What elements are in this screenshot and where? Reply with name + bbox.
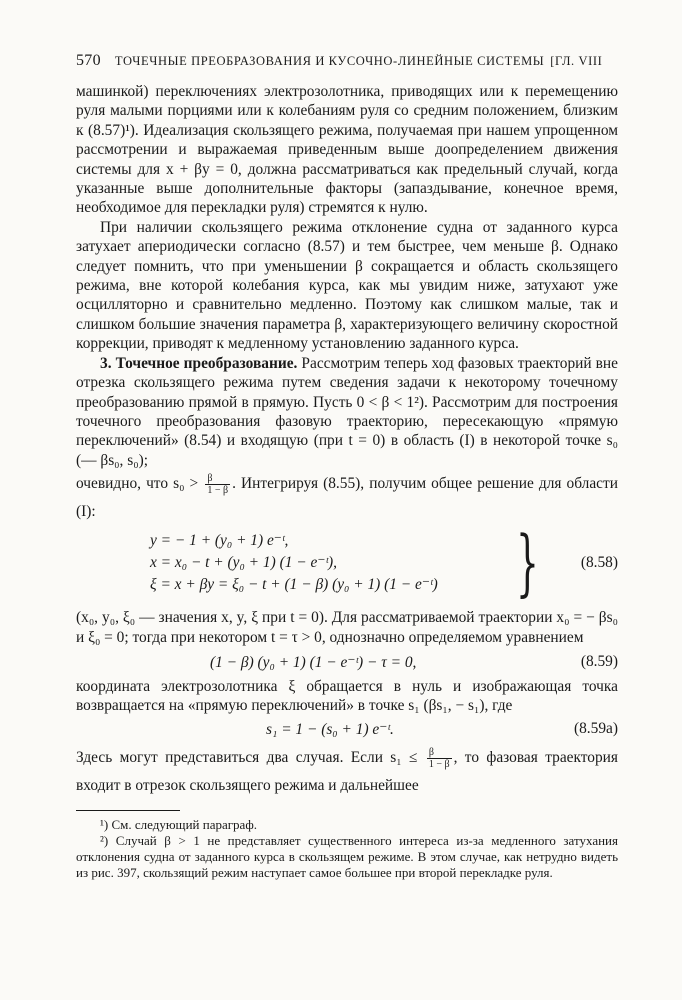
equation-8-58 [76,520,618,605]
paragraph-1: машинкой) переключениях электрозолотника, приводящих или к перемещению руля малыми порциями или к колебаниям руля со средним положением, близким к (8.57)¹). Идеализация скользящего режима, получаемая при нашем упрощенном рассмотрении и выражаемая приведенным выше доопределением движения системы для x + βy = 0, должна рассматриваться как предельный случай, когда указанные выше дополнительные факторы (запаздывание, конечное время, необходимое для перекладки руля) стремятся к нулю. [76,83,618,217]
eq-line-3: ξ = x + βy = ξ₀ − t + (1 − β) (y₀ + 1) (1 − e⁻ᵗ) [150,576,438,594]
chapter-label: [ГЛ. VIII [550,54,603,68]
equation-8-59-body: (1 − β) (y₀ + 1) (1 − e⁻ᵗ) − τ = 0, [210,653,417,671]
running-title: ТОЧЕЧНЫЕ ПРЕОБРАЗОВАНИЯ И КУСОЧНО-ЛИНЕЙНЫЕ СИСТЕМЫ [114,54,545,68]
footnote-1: ¹) См. следующий параграф. [100,816,258,832]
eq-line-2: x = x₀ − t + (y₀ + 1) (1 − e⁻ᵗ), [150,554,338,572]
paragraph-3b-post: . Интегрируя (8.55), получим общее решение для области (I): [76,475,618,521]
equation-number-8-59a: (8.59a) [573,719,618,737]
equation-number-8-59: (8.59) [580,652,618,670]
paragraph-3-text: Рассмотрим теперь ход фазовых траекторий вне отрезка скользящего режима путем сведения задачи к некоторому точечному преобразованию прямой в прямую. Пусть 0 < β < 1²). Рассмотрим для построения точечного преобразования фазовую траекторию, пересекающую «прямую переключений» (8.54) и входящую (при t = 0) в область (I) в некоторой точке s₀ (— βs₀, s₀); [76,354,618,469]
fraction-beta-2: $\frac{\beta}{1 - \beta}$ [428,746,450,770]
page-number: 570 [76,52,101,69]
paragraph-6 [76,744,618,800]
paragraph-3 [76,354,618,470]
paragraph-4: (x₀, y₀, ξ₀ — значения x, y, ξ при t = 0). Для рассматриваемой траектории x₀ = − βs₀ и ξ₀ = 0; тогда при некотором t = τ > 0, однозначно определяемом уравнением [76,609,618,646]
section-heading: 3. Точечное преобразование. [100,354,298,372]
paragraph-5: координата электрозолотника ξ обращается в нуль и изображающая точка возвращается на «прямую переключений» в точке s₁ (βs₁, − s₁), где [76,677,618,715]
equation-8-59a-body: s₁ = 1 − (s₀ + 1) e⁻ᵗ. [266,720,394,738]
paragraph-6-pre: Здесь могут представиться два случая. Если s₁ ≤ [76,748,418,766]
footnote-2: ²) Случай β > 1 не представляет существенного интереса из-за медленного затухания отклонения судна от заданного курса в скользящем режиме. В этом случае, как нетрудно видеть из рис. 397, скользящий режим наступает самое большее при второй перекладке руля. [76,832,618,881]
paragraph-3b [76,470,618,526]
eq-line-1: y = − 1 + (y₀ + 1) e⁻ᵗ, [150,532,289,550]
equation-8-59a [76,716,618,744]
paragraph-2: При наличии скользящего режима отклонение судна от заданного курса затухает апериодически согласно (8.57) и тем быстрее, чем меньше β. Однако следует помнить, что при уменьшении β сокращается и область скользящего режима, вне которой колебания курса, как мы увидим ниже, затухают уже осцилляторно и сравнительно медленно. Поэтому как слишком малые, так и слишком большие значения параметра β, характеризующего величину скоростной коррекции, приводят к медленному установлению заданного курса. [76,218,618,353]
fraction-beta: $\frac{\beta}{1 - \beta}$ [207,473,229,497]
equation-8-59 [76,647,618,677]
paragraph-6-post: , то фазовая траектория входит в отрезок скользящего режима и дальнейшее [76,748,618,794]
page [76,52,618,882]
footnote-divider [76,810,180,811]
right-brace: } [516,520,539,605]
paragraph-3b-pre: очевидно, что s₀ > [76,475,199,493]
running-header [76,52,618,82]
equation-number-8-58: (8.58) [580,554,618,572]
